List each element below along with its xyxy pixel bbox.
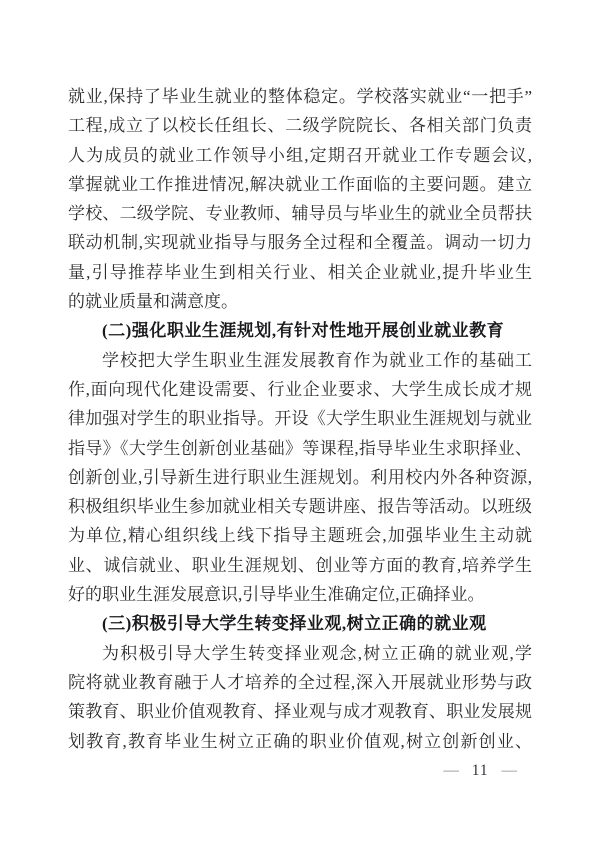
page-number-value: 11 bbox=[471, 762, 489, 779]
text-line: 工程,成立了以校长任组长、二级学院院长、各相关部门负责 bbox=[68, 116, 532, 136]
text-line: 积极组织毕业生参加就业相关专题讲座、报告等活动。以班级 bbox=[68, 497, 532, 517]
text-line: 量,引导推荐毕业生到相关行业、相关企业就业,提升毕业生 bbox=[68, 262, 532, 282]
page-number-dash-left: — bbox=[443, 762, 459, 779]
text-line: 院将就业教育融于人才培养的全过程,深入开展就业形势与政 bbox=[68, 672, 532, 692]
document-body bbox=[68, 82, 532, 756]
text-line: 策教育、职业价值观教育、择业观与成才观教育、职业发展规 bbox=[68, 702, 532, 722]
page-number-dash-right: — bbox=[501, 762, 517, 779]
text-line: 的就业质量和满意度。 bbox=[68, 292, 238, 312]
text-line: 学校、二级学院、专业教师、辅导员与毕业生的就业全员帮扶 bbox=[68, 204, 532, 224]
section-heading: (二)强化职业生涯规划,有针对性地开展创业就业教育 bbox=[102, 321, 505, 341]
section-heading: (三)积极引导大学生转变择业观,树立正确的就业观 bbox=[102, 614, 487, 634]
text-line: 创新创业,引导新生进行职业生涯规划。利用校内外各种资源, bbox=[68, 467, 532, 487]
text-line: 联动机制,实现就业指导与服务全过程和全覆盖。调动一切力 bbox=[68, 233, 532, 253]
text-line: 好的职业生涯发展意识,引导毕业生准确定位,正确择业。 bbox=[68, 585, 485, 605]
text-line: 人为成员的就业工作领导小组,定期召开就业工作专题会议, bbox=[68, 145, 532, 165]
text-line: 划教育,教育毕业生树立正确的职业价值观,树立创新创业、 bbox=[68, 731, 532, 751]
text-line: 律加强对学生的职业指导。开设《大学生职业生涯规划与就业 bbox=[68, 409, 532, 429]
text-line: 掌握就业工作推进情况,解决就业工作面临的主要问题。建立 bbox=[68, 174, 532, 194]
text-line: 业、诚信就业、职业生涯规划、创业等方面的教育,培养学生 bbox=[68, 555, 532, 575]
text-line: 学校把大学生职业生涯发展教育作为就业工作的基础工 bbox=[102, 350, 532, 370]
page-number bbox=[443, 761, 517, 781]
text-line: 作,面向现代化建设需要、行业企业要求、大学生成长成才规 bbox=[68, 379, 532, 399]
text-line: 就业,保持了毕业生就业的整体稳定。学校落实就业“一把手” bbox=[68, 87, 532, 106]
text-line: 为单位,精心组织线上线下指导主题班会,加强毕业生主动就 bbox=[68, 526, 532, 546]
text-line: 为积极引导大学生转变择业观念,树立正确的就业观,学 bbox=[102, 643, 532, 663]
text-line: 指导》《大学生创新创业基础》等课程,指导毕业生求职择业、 bbox=[68, 438, 532, 458]
